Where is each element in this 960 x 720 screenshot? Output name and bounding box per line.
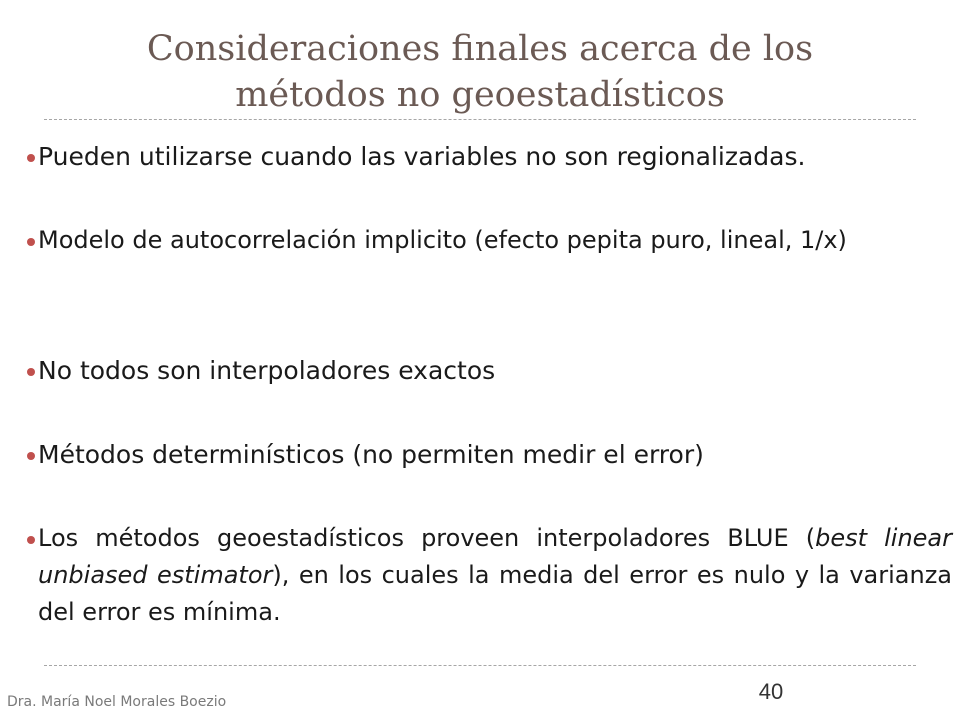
footer-author: Dra. María Noel Morales Boezio (7, 694, 227, 710)
slide-title (40, 26, 920, 118)
title-line-2: métodos no geoestadísticos (235, 75, 725, 115)
bullet-text-after: ), en los cuales la media del error es nulo y la varianza del error es mínima. (38, 561, 953, 626)
bullet-item (16, 520, 952, 631)
bullet-item (16, 138, 952, 175)
bullet-item (16, 222, 952, 259)
bullet-text: No todos son interpoladores exactos (38, 356, 496, 385)
bullet-item (16, 352, 952, 389)
bullet-text: Pueden utilizarse cuando las variables no son regionalizadas. (38, 142, 806, 171)
bullet-text: Métodos determinísticos (no permiten medir el error) (38, 440, 704, 469)
bullet-item (16, 436, 952, 473)
bullet-dot-icon (27, 154, 35, 162)
bullet-dot-icon (27, 452, 35, 460)
bullet-text-italic: best linear unbiased estimator (38, 524, 953, 589)
bullet-dot-icon (27, 368, 35, 376)
bullet-text (38, 520, 952, 631)
footer-divider (44, 665, 916, 666)
bullet-dot-icon (27, 536, 35, 544)
bullet-dot-icon (27, 238, 35, 246)
bullet-text-before: Los métodos geoestadísticos proveen interpoladores BLUE ( (38, 524, 816, 552)
page-number: 40 (758, 679, 784, 704)
title-line-1: Consideraciones finales acerca de los (146, 29, 814, 69)
title-divider (44, 119, 916, 120)
bullet-text: Modelo de autocorrelación implicito (efecto pepita puro, lineal, 1/x) (38, 226, 847, 254)
